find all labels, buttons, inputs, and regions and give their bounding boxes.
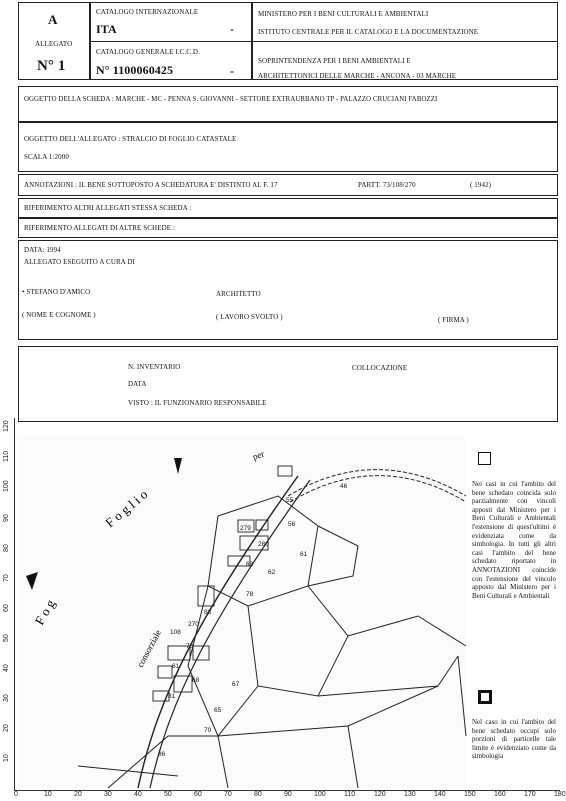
- autore: • STEFANO D'AMICO: [22, 288, 91, 296]
- ruler-left-tick: 120: [3, 420, 10, 432]
- cat-gen-dash: -: [230, 64, 235, 78]
- inventario: N. INVENTARIO: [128, 363, 181, 371]
- parcel-number: 108: [170, 629, 181, 636]
- allegato-letter: A: [48, 12, 58, 27]
- ruler-left-tick: 40: [3, 664, 10, 672]
- side-note-1: Nei casi in cui l'ambito del bene schedato coincida solo parzialmente con vincoli apposti dal Ministero per i Beni Culturali e Ambientali l'estensione di quest'ultimi è evidenziata come da simbologia. In tutti gli altri casi l'ambito del bene schedato riportato in ANNOTAZIONI coincide con l'estensione del vincolo apposto dal Ministero per i Beni Culturali e Ambientali: [472, 480, 556, 600]
- map-label-foglio-2: F o g: [31, 596, 58, 628]
- map-label-consorziale: consorziale: [134, 628, 164, 669]
- parcel-number: 83: [204, 609, 212, 616]
- row-oggetto-scheda: [18, 86, 558, 122]
- parcel-number: 62: [268, 569, 276, 576]
- annotazioni-text: ANNOTAZIONI : IL BENE SOTTOPOSTO A SCHEDATURA E' DISTINTO AL F. 17: [24, 181, 278, 189]
- ruler-bottom-tick: 110: [344, 791, 356, 798]
- ministry-line-1: MINISTERO PER I BENI CULTURALI E AMBIENTALI: [258, 10, 429, 18]
- ruler-left-tick: 30: [3, 694, 10, 702]
- cadastral-map: [18, 436, 466, 788]
- rif-stessa: RIFERIMENTO ALTRI ALLEGATI STESSA SCHEDA :: [24, 204, 192, 212]
- cat-gen-value: N° 1100060425: [96, 63, 174, 77]
- ruler-left-tick: 20: [3, 724, 10, 732]
- ruler-bottom-tick: 160: [494, 791, 506, 798]
- cat-gen-label: CATALOGO GENERALE I.C.C.D.: [96, 48, 200, 56]
- ruler-bottom-tick: 130: [404, 791, 416, 798]
- parcel-number: 61: [300, 551, 308, 558]
- ruler-left-tick: 80: [3, 544, 10, 552]
- ruler-left-tick: 70: [3, 574, 10, 582]
- ruler-left-tick: 100: [3, 480, 10, 492]
- rif-altre: RIFERIMENTO ALLEGATI DI ALTRE SCHEDE :: [24, 224, 175, 232]
- ruler-bottom-tick: 120: [374, 791, 386, 798]
- allegato-number: N° 1: [37, 58, 66, 74]
- parcel-number: 86: [158, 751, 166, 758]
- map-label-foglio: F o g l i o: [102, 486, 151, 531]
- catalog-divider: [90, 41, 252, 42]
- cat-int-dash: -: [230, 22, 235, 36]
- ministry-line-4: ARCHITETTONICI DELLE MARCHE - ANCONA - 03 MARCHE: [258, 72, 457, 80]
- parcel-number: 56: [288, 521, 296, 528]
- ruler-bottom-tick: 0: [14, 791, 18, 798]
- data: DATA: 1994: [24, 246, 61, 254]
- ruler-bottom-tick: 50: [164, 791, 172, 798]
- side-note-2: Nel caso in cui l'ambito del bene schedato occupi solo porzioni di particelle tale limite è evidenziato come da simbologia: [472, 718, 556, 761]
- ruler-bottom-tick: 140: [434, 791, 446, 798]
- annotazioni-year: ( 1942): [470, 181, 492, 189]
- parcel-number: 279: [240, 525, 251, 532]
- legend-square-filled-icon: [478, 690, 492, 704]
- annotazioni-part: PARTT. 73/108/270: [358, 181, 416, 189]
- ruler-left-tick: 60: [3, 604, 10, 612]
- ruler-bottom-tick: 10: [44, 791, 52, 798]
- parcel-number: 70: [204, 727, 212, 734]
- scala: SCALA 1:2000: [24, 153, 69, 161]
- ruler-bottom-tick: 90: [284, 791, 292, 798]
- cat-int-value: ITA: [96, 22, 117, 36]
- oggetto-scheda: OGGETTO DELLA SCHEDA : MARCHE - MC - PENNA S. GIOVANNI - SETTORE EXTRAURBANO TP - PALAZZO CRUCIANI FABOZZI: [24, 96, 438, 103]
- parcel-number: 78: [246, 591, 254, 598]
- ruler-left-tick: 90: [3, 514, 10, 522]
- parcel-number: 61: [172, 663, 180, 670]
- parcel-number: 46: [340, 483, 348, 490]
- row-oggetto-allegato: [18, 122, 558, 172]
- map-drawing: [18, 436, 466, 788]
- ruler-bottom-tick: 40: [134, 791, 142, 798]
- parcel-number: 81: [168, 693, 176, 700]
- ruler-bottom-tick: 180: [554, 791, 566, 798]
- parcel-number: 280: [258, 541, 269, 548]
- data2: DATA: [128, 380, 147, 388]
- firma: ( FIRMA ): [438, 316, 469, 324]
- ruler-bottom-tick: 150: [464, 791, 476, 798]
- ruler-bottom-tick: 20: [74, 791, 82, 798]
- eseguito: ALLEGATO ESEGUITO A CURA DI: [24, 258, 135, 266]
- ruler-left-tick: 110: [3, 450, 10, 462]
- allegato-label: ALLEGATO: [35, 40, 73, 48]
- oggetto-allegato: OGGETTO DELL'ALLEGATO : STRALCIO DI FOGLIO CATASTALE: [24, 135, 237, 143]
- ruler-bottom-tick: 100: [314, 791, 326, 798]
- parcel-number: 55: [286, 497, 294, 504]
- ministry-line-3: SOPRINTENDENZA PER I BENI AMBIENTALI E: [258, 57, 411, 65]
- ruler-bottom-tick: 70: [224, 791, 232, 798]
- row-esecuzione: [18, 240, 558, 340]
- map-label-per: per: [251, 448, 266, 462]
- parcel-number: 270: [188, 621, 199, 628]
- nome-cognome: ( NOME E COGNOME ): [22, 311, 96, 319]
- ruler-bottom-tick: 80: [254, 791, 262, 798]
- ruler-bottom-tick: 170: [524, 791, 536, 798]
- ruler-bottom-tick: 30: [104, 791, 112, 798]
- ruler-left-tick: 10: [3, 754, 10, 762]
- ministry-divider: [252, 41, 558, 42]
- row-inventario: [18, 346, 558, 422]
- legend-square-empty-icon: [478, 452, 491, 465]
- parcel-number: 68: [192, 677, 200, 684]
- ruler-left-tick: 50: [3, 634, 10, 642]
- cat-int-label: CATALOGO INTERNAZIONALE: [96, 8, 199, 16]
- architetto: ARCHITETTO: [216, 290, 261, 298]
- lavoro: ( LAVORO SVOLTO ): [216, 313, 283, 321]
- parcel-number: 65: [214, 707, 222, 714]
- ministry-line-2: ISTITUTO CENTRALE PER IL CATALOGO E LA DOCUMENTAZIONE: [258, 28, 479, 36]
- collocazione: COLLOCAZIONE: [352, 364, 408, 372]
- visto: VISTO : IL FUNZIONARIO RESPONSABILE: [128, 399, 267, 407]
- parcel-number: 73: [186, 643, 194, 650]
- parcel-number: 63: [246, 561, 254, 568]
- ruler-bottom-tick: 60: [194, 791, 202, 798]
- parcel-number: 67: [232, 681, 240, 688]
